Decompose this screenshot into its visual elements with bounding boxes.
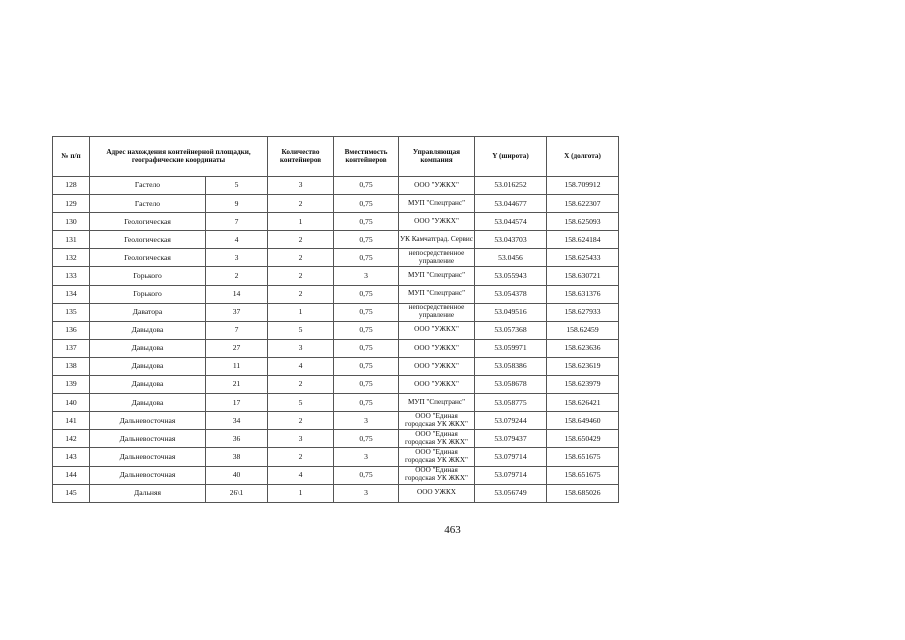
longitude-cell: 158.630721 xyxy=(547,267,619,285)
header-y: Y (широта) xyxy=(475,137,547,177)
street-cell: Давыдова xyxy=(90,357,206,375)
house-cell: 21 xyxy=(206,376,268,394)
container-count-cell: 3 xyxy=(268,430,334,448)
container-count-cell: 3 xyxy=(268,177,334,195)
table-row xyxy=(53,195,619,213)
company-cell: ООО "УЖКХ" xyxy=(399,213,475,231)
row-number: 144 xyxy=(53,466,90,484)
header-company: Управляющая компания xyxy=(399,137,475,177)
table-header-row xyxy=(53,137,619,177)
table-row xyxy=(53,177,619,195)
latitude-cell: 53.049516 xyxy=(475,303,547,321)
container-count-cell: 2 xyxy=(268,285,334,303)
capacity-cell: 3 xyxy=(334,412,399,430)
street-cell: Геологическая xyxy=(90,249,206,267)
street-cell: Дальневосточная xyxy=(90,412,206,430)
company-cell: ООО "Единая городская УК ЖКХ" xyxy=(399,412,475,430)
house-cell: 7 xyxy=(206,213,268,231)
table-row xyxy=(53,339,619,357)
longitude-cell: 158.627933 xyxy=(547,303,619,321)
row-number: 134 xyxy=(53,285,90,303)
header-address: Адрес нахождения контейнерной площадки, географические координаты xyxy=(90,137,268,177)
container-count-cell: 1 xyxy=(268,484,334,502)
company-cell: ООО "УЖКХ" xyxy=(399,177,475,195)
street-cell: Геологическая xyxy=(90,231,206,249)
company-cell: непосредственное управление xyxy=(399,249,475,267)
company-cell: ООО "УЖКХ" xyxy=(399,321,475,339)
longitude-cell: 158.649460 xyxy=(547,412,619,430)
street-cell: Давыдова xyxy=(90,321,206,339)
longitude-cell: 158.624184 xyxy=(547,231,619,249)
header-x: X (долгота) xyxy=(547,137,619,177)
row-number: 135 xyxy=(53,303,90,321)
street-cell: Горького xyxy=(90,285,206,303)
table-row xyxy=(53,303,619,321)
longitude-cell: 158.651675 xyxy=(547,448,619,466)
latitude-cell: 53.043703 xyxy=(475,231,547,249)
capacity-cell: 3 xyxy=(334,267,399,285)
container-count-cell: 2 xyxy=(268,412,334,430)
table-row xyxy=(53,285,619,303)
longitude-cell: 158.709912 xyxy=(547,177,619,195)
house-cell: 7 xyxy=(206,321,268,339)
street-cell: Даватора xyxy=(90,303,206,321)
street-cell: Горького xyxy=(90,267,206,285)
table-row xyxy=(53,394,619,412)
capacity-cell: 0,75 xyxy=(334,177,399,195)
row-number: 128 xyxy=(53,177,90,195)
table-row xyxy=(53,267,619,285)
row-number: 139 xyxy=(53,376,90,394)
container-count-cell: 5 xyxy=(268,321,334,339)
header-capacity: Вместимость контейнеров xyxy=(334,137,399,177)
container-count-cell: 2 xyxy=(268,195,334,213)
house-cell: 14 xyxy=(206,285,268,303)
house-cell: 4 xyxy=(206,231,268,249)
latitude-cell: 53.058775 xyxy=(475,394,547,412)
capacity-cell: 0,75 xyxy=(334,303,399,321)
longitude-cell: 158.685026 xyxy=(547,484,619,502)
row-number: 132 xyxy=(53,249,90,267)
container-count-cell: 4 xyxy=(268,357,334,375)
company-cell: ООО "Единая городская УК ЖКХ" xyxy=(399,430,475,448)
company-cell: ООО "УЖКХ" xyxy=(399,376,475,394)
house-cell: 5 xyxy=(206,177,268,195)
container-count-cell: 1 xyxy=(268,213,334,231)
street-cell: Дальневосточная xyxy=(90,430,206,448)
latitude-cell: 53.079244 xyxy=(475,412,547,430)
latitude-cell: 53.058386 xyxy=(475,357,547,375)
street-cell: Давыдова xyxy=(90,339,206,357)
longitude-cell: 158.623636 xyxy=(547,339,619,357)
company-cell: МУП "Спецтранс" xyxy=(399,195,475,213)
container-count-cell: 2 xyxy=(268,249,334,267)
street-cell: Давыдова xyxy=(90,394,206,412)
house-cell: 40 xyxy=(206,466,268,484)
company-cell: МУП "Спецтранс" xyxy=(399,285,475,303)
street-cell: Дальневосточная xyxy=(90,448,206,466)
row-number: 130 xyxy=(53,213,90,231)
table-row xyxy=(53,321,619,339)
house-cell: 27 xyxy=(206,339,268,357)
row-number: 143 xyxy=(53,448,90,466)
row-number: 131 xyxy=(53,231,90,249)
house-cell: 3 xyxy=(206,249,268,267)
longitude-cell: 158.625093 xyxy=(547,213,619,231)
longitude-cell: 158.651675 xyxy=(547,466,619,484)
row-number: 138 xyxy=(53,357,90,375)
street-cell: Гастело xyxy=(90,177,206,195)
house-cell: 34 xyxy=(206,412,268,430)
row-number: 141 xyxy=(53,412,90,430)
container-count-cell: 5 xyxy=(268,394,334,412)
capacity-cell: 0,75 xyxy=(334,321,399,339)
capacity-cell: 0,75 xyxy=(334,195,399,213)
street-cell: Гастело xyxy=(90,195,206,213)
capacity-cell: 0,75 xyxy=(334,231,399,249)
container-count-cell: 2 xyxy=(268,376,334,394)
house-cell: 37 xyxy=(206,303,268,321)
latitude-cell: 53.059971 xyxy=(475,339,547,357)
capacity-cell: 0,75 xyxy=(334,339,399,357)
row-number: 140 xyxy=(53,394,90,412)
company-cell: ООО УЖКХ xyxy=(399,484,475,502)
longitude-cell: 158.631376 xyxy=(547,285,619,303)
latitude-cell: 53.044677 xyxy=(475,195,547,213)
house-cell: 17 xyxy=(206,394,268,412)
house-cell: 26\1 xyxy=(206,484,268,502)
header-count: Количество контейнеров xyxy=(268,137,334,177)
row-number: 137 xyxy=(53,339,90,357)
capacity-cell: 0,75 xyxy=(334,394,399,412)
container-count-cell: 3 xyxy=(268,339,334,357)
latitude-cell: 53.054378 xyxy=(475,285,547,303)
street-cell: Дальневосточная xyxy=(90,466,206,484)
table-row xyxy=(53,213,619,231)
latitude-cell: 53.058678 xyxy=(475,376,547,394)
container-count-cell: 2 xyxy=(268,448,334,466)
latitude-cell: 53.079437 xyxy=(475,430,547,448)
latitude-cell: 53.056749 xyxy=(475,484,547,502)
street-cell: Давыдова xyxy=(90,376,206,394)
longitude-cell: 158.625433 xyxy=(547,249,619,267)
table-row xyxy=(53,412,619,430)
capacity-cell: 3 xyxy=(334,448,399,466)
container-count-cell: 4 xyxy=(268,466,334,484)
company-cell: ООО "Единая городская УК ЖКХ" xyxy=(399,448,475,466)
container-count-cell: 2 xyxy=(268,267,334,285)
longitude-cell: 158.623619 xyxy=(547,357,619,375)
latitude-cell: 53.079714 xyxy=(475,448,547,466)
table-row xyxy=(53,430,619,448)
container-count-cell: 2 xyxy=(268,231,334,249)
company-cell: УК Камчатград. Сервис xyxy=(399,231,475,249)
house-cell: 36 xyxy=(206,430,268,448)
table-row xyxy=(53,466,619,484)
page-number: 463 xyxy=(444,524,461,536)
company-cell: непосредственное управление xyxy=(399,303,475,321)
company-cell: ООО "Единая городская УК ЖКХ" xyxy=(399,466,475,484)
latitude-cell: 53.016252 xyxy=(475,177,547,195)
capacity-cell: 0,75 xyxy=(334,285,399,303)
capacity-cell: 0,75 xyxy=(334,430,399,448)
table-row xyxy=(53,484,619,502)
capacity-cell: 0,75 xyxy=(334,249,399,267)
table-row xyxy=(53,376,619,394)
street-cell: Геологическая xyxy=(90,213,206,231)
row-number: 133 xyxy=(53,267,90,285)
table-row xyxy=(53,357,619,375)
table-row xyxy=(53,231,619,249)
container-sites-table xyxy=(52,136,619,503)
longitude-cell: 158.623979 xyxy=(547,376,619,394)
row-number: 142 xyxy=(53,430,90,448)
capacity-cell: 0,75 xyxy=(334,213,399,231)
longitude-cell: 158.626421 xyxy=(547,394,619,412)
latitude-cell: 53.0456 xyxy=(475,249,547,267)
company-cell: ООО "УЖКХ" xyxy=(399,357,475,375)
table-row xyxy=(53,249,619,267)
street-cell: Дальняя xyxy=(90,484,206,502)
table-row xyxy=(53,448,619,466)
container-count-cell: 1 xyxy=(268,303,334,321)
longitude-cell: 158.650429 xyxy=(547,430,619,448)
company-cell: МУП "Спецтранс" xyxy=(399,267,475,285)
row-number: 129 xyxy=(53,195,90,213)
longitude-cell: 158.62459 xyxy=(547,321,619,339)
capacity-cell: 0,75 xyxy=(334,466,399,484)
latitude-cell: 53.057368 xyxy=(475,321,547,339)
house-cell: 2 xyxy=(206,267,268,285)
header-num: № п/п xyxy=(53,137,90,177)
capacity-cell: 3 xyxy=(334,484,399,502)
house-cell: 9 xyxy=(206,195,268,213)
latitude-cell: 53.044574 xyxy=(475,213,547,231)
row-number: 145 xyxy=(53,484,90,502)
longitude-cell: 158.622307 xyxy=(547,195,619,213)
company-cell: ООО "УЖКХ" xyxy=(399,339,475,357)
capacity-cell: 0,75 xyxy=(334,357,399,375)
latitude-cell: 53.079714 xyxy=(475,466,547,484)
house-cell: 38 xyxy=(206,448,268,466)
latitude-cell: 53.055943 xyxy=(475,267,547,285)
capacity-cell: 0,75 xyxy=(334,376,399,394)
house-cell: 11 xyxy=(206,357,268,375)
row-number: 136 xyxy=(53,321,90,339)
company-cell: МУП "Спецтранс" xyxy=(399,394,475,412)
